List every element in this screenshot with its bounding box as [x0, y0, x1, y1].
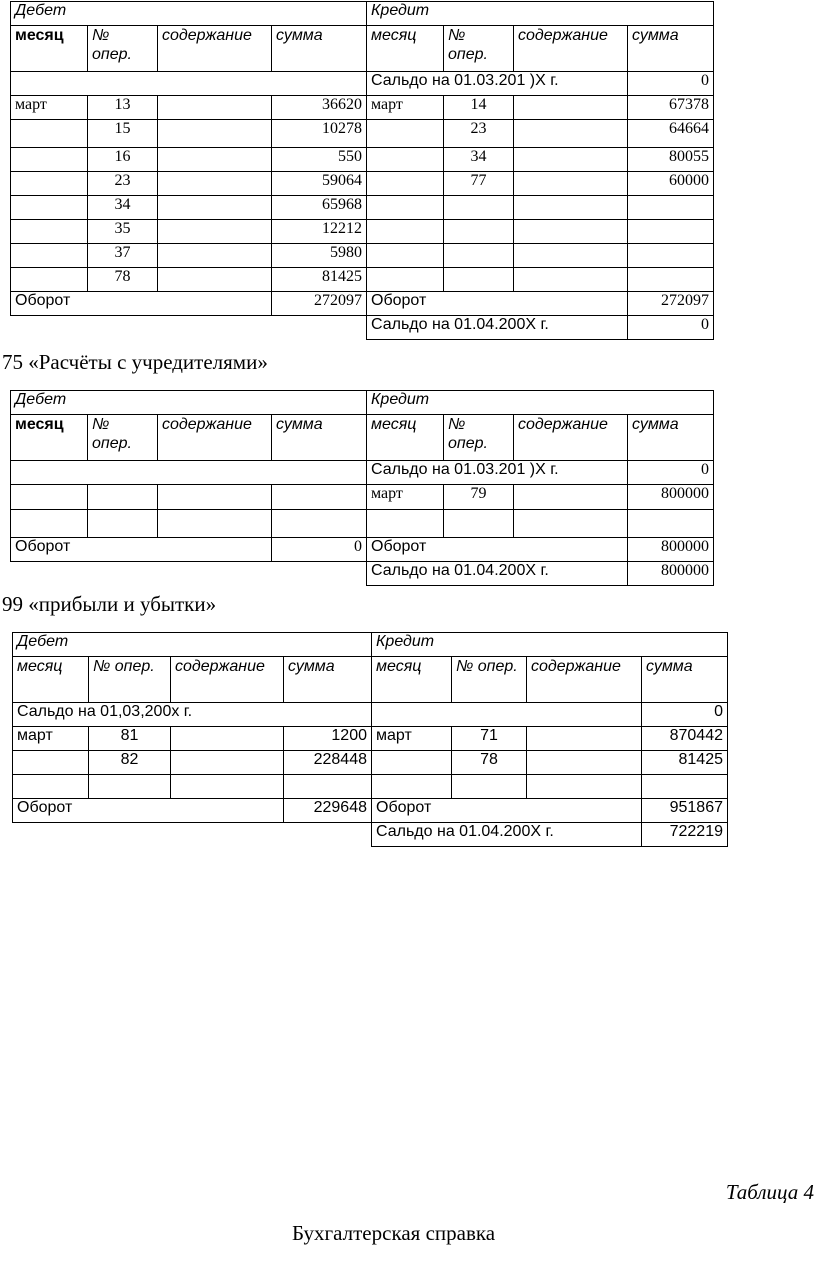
cell: 77 — [444, 172, 514, 196]
cell — [11, 196, 88, 220]
cell — [642, 775, 728, 799]
cell — [13, 751, 89, 775]
header-content-credit: содержание — [527, 657, 642, 703]
cell — [171, 727, 284, 751]
cell — [628, 510, 714, 538]
header-sum-debit: сумма — [272, 26, 367, 72]
cell — [171, 751, 284, 775]
cell: 34 — [88, 196, 158, 220]
cell — [514, 96, 628, 120]
cell — [514, 172, 628, 196]
cell — [367, 244, 444, 268]
cell — [527, 751, 642, 775]
header-op-number-credit: № опер. — [444, 415, 514, 461]
cell — [372, 751, 452, 775]
cell — [11, 148, 88, 172]
opening-balance-label: Сальдо на 01.03.201 )Х г. — [367, 72, 628, 96]
cell: 37 — [88, 244, 158, 268]
closing-balance-value: 0 — [628, 316, 714, 340]
cell — [367, 510, 444, 538]
header-month-credit: месяц — [372, 657, 452, 703]
cell — [367, 120, 444, 148]
closing-balance-label: Сальдо на 01.04.200Х г. — [367, 316, 628, 340]
header-content-credit: содержание — [514, 26, 628, 72]
cell — [11, 485, 88, 510]
turnover-credit-value: 951867 — [642, 799, 728, 823]
header-sum-credit: сумма — [642, 657, 728, 703]
turnover-label-credit: Оборот — [372, 799, 642, 823]
debit-label: Дебет — [11, 2, 367, 26]
turnover-label-debit: Оборот — [11, 538, 272, 562]
cell: март — [13, 727, 89, 751]
table-row — [11, 510, 714, 538]
cell: 1200 — [284, 727, 372, 751]
table-row — [11, 148, 714, 172]
cell — [527, 727, 642, 751]
cell — [158, 268, 272, 292]
table-row — [11, 96, 714, 120]
credit-label: Кредит — [367, 2, 714, 26]
cell — [452, 775, 527, 799]
table-row — [13, 727, 728, 751]
cell — [367, 196, 444, 220]
debit-label: Дебет — [11, 391, 367, 415]
opening-balance-label: Сальдо на 01.03.201 )Х г. — [367, 461, 628, 485]
cell — [11, 120, 88, 148]
cell: 59064 — [272, 172, 367, 196]
cell: 78 — [452, 751, 527, 775]
header-month-debit: месяц — [13, 657, 89, 703]
header-sum-debit: сумма — [272, 415, 367, 461]
cell: 35 — [88, 220, 158, 244]
cell: 60000 — [628, 172, 714, 196]
ledger-table-2 — [10, 390, 714, 586]
closing-balance-value: 722219 — [642, 823, 728, 847]
cell: 79 — [444, 485, 514, 510]
table-row — [13, 751, 728, 775]
document-caption: Бухгалтерская справка — [292, 1221, 496, 1245]
header-month-credit: месяц — [367, 26, 444, 72]
turnover-debit-value: 0 — [272, 538, 367, 562]
cell: 81425 — [272, 268, 367, 292]
cell: 81425 — [642, 751, 728, 775]
cell — [88, 510, 158, 538]
cell: 81 — [89, 727, 171, 751]
turnover-label-credit: Оборот — [367, 292, 628, 316]
cell — [171, 775, 284, 799]
cell — [514, 220, 628, 244]
closing-balance-label: Сальдо на 01.04.200Х г. — [372, 823, 642, 847]
cell: 14 — [444, 96, 514, 120]
cell: 82 — [89, 751, 171, 775]
table-row — [11, 196, 714, 220]
blank-area — [11, 562, 367, 586]
header-sum-credit: сумма — [628, 26, 714, 72]
cell — [158, 172, 272, 196]
cell: 64664 — [628, 120, 714, 148]
debit-label: Дебет — [13, 633, 372, 657]
empty-cell — [11, 461, 367, 485]
header-op-number-credit: № опер. — [452, 657, 527, 703]
turnover-label-debit: Оборот — [13, 799, 284, 823]
header-op-number-credit: № опер. — [444, 26, 514, 72]
turnover-credit-value: 800000 — [628, 538, 714, 562]
cell: 228448 — [284, 751, 372, 775]
header-sum-debit: сумма — [284, 657, 372, 703]
table-number-label: Таблица 4 — [725, 1180, 814, 1204]
header-month-debit: месяц — [11, 26, 88, 72]
cell: март — [367, 485, 444, 510]
cell — [514, 510, 628, 538]
cell — [514, 148, 628, 172]
cell — [11, 220, 88, 244]
blank-area — [13, 823, 372, 847]
turnover-debit-value: 229648 — [284, 799, 372, 823]
opening-balance-label: Сальдо на 01,03,200х г. — [13, 703, 372, 727]
cell — [372, 775, 452, 799]
header-sum-credit: сумма — [628, 415, 714, 461]
empty-cell — [11, 72, 367, 96]
cell — [367, 268, 444, 292]
cell: 16 — [88, 148, 158, 172]
cell: 36620 — [272, 96, 367, 120]
cell — [11, 244, 88, 268]
table-row — [11, 244, 714, 268]
cell — [514, 120, 628, 148]
cell — [13, 775, 89, 799]
cell: 23 — [444, 120, 514, 148]
credit-label: Кредит — [372, 633, 728, 657]
cell: 67378 — [628, 96, 714, 120]
cell: 78 — [88, 268, 158, 292]
cell — [272, 485, 367, 510]
header-month-debit: месяц — [11, 415, 88, 461]
cell: 550 — [272, 148, 367, 172]
cell — [628, 196, 714, 220]
cell — [158, 96, 272, 120]
header-content-credit: содержание — [514, 415, 628, 461]
cell: 71 — [452, 727, 527, 751]
header-op-number-debit: № опер. — [88, 26, 158, 72]
header-op-number-debit: № опер. — [88, 415, 158, 461]
cell — [158, 510, 272, 538]
cell — [514, 485, 628, 510]
ledger-table-3 — [12, 632, 728, 847]
credit-label: Кредит — [367, 391, 714, 415]
account-75-title: 75 «Расчёты с учредителями» — [2, 350, 268, 374]
cell — [628, 220, 714, 244]
header-content-debit: содержание — [171, 657, 284, 703]
header-content-debit: содержание — [158, 415, 272, 461]
cell — [444, 268, 514, 292]
cell — [11, 510, 88, 538]
closing-balance-value: 800000 — [628, 562, 714, 586]
cell — [11, 172, 88, 196]
cell — [527, 775, 642, 799]
cell: 10278 — [272, 120, 367, 148]
cell — [158, 220, 272, 244]
closing-balance-label: Сальдо на 01.04.200Х г. — [367, 562, 628, 586]
table-row — [13, 775, 728, 799]
cell: 23 — [88, 172, 158, 196]
cell: 13 — [88, 96, 158, 120]
table-row — [11, 485, 714, 510]
table-row — [11, 220, 714, 244]
cell — [514, 244, 628, 268]
cell — [514, 196, 628, 220]
account-99-title: 99 «прибыли и убытки» — [2, 592, 217, 616]
turnover-debit-value: 272097 — [272, 292, 367, 316]
cell: 5980 — [272, 244, 367, 268]
cell — [514, 268, 628, 292]
cell: 870442 — [642, 727, 728, 751]
turnover-label-credit: Оборот — [367, 538, 628, 562]
cell — [158, 148, 272, 172]
header-op-number-debit: № опер. — [89, 657, 171, 703]
cell — [11, 268, 88, 292]
cell — [628, 268, 714, 292]
cell — [158, 120, 272, 148]
cell — [367, 220, 444, 244]
cell — [284, 775, 372, 799]
cell — [367, 148, 444, 172]
cell — [628, 244, 714, 268]
cell — [367, 172, 444, 196]
empty-cell — [372, 703, 642, 727]
cell — [444, 244, 514, 268]
opening-balance-value: 0 — [628, 72, 714, 96]
cell: 12212 — [272, 220, 367, 244]
cell: 800000 — [628, 485, 714, 510]
cell: март — [367, 96, 444, 120]
cell: 80055 — [628, 148, 714, 172]
table-row — [11, 120, 714, 148]
cell: март — [11, 96, 88, 120]
cell — [444, 510, 514, 538]
turnover-label-debit: Оборот — [11, 292, 272, 316]
cell: 65968 — [272, 196, 367, 220]
cell — [158, 244, 272, 268]
cell — [158, 485, 272, 510]
header-content-debit: содержание — [158, 26, 272, 72]
cell: март — [372, 727, 452, 751]
cell: 34 — [444, 148, 514, 172]
opening-balance-value: 0 — [628, 461, 714, 485]
cell: 15 — [88, 120, 158, 148]
blank-area — [11, 316, 367, 340]
turnover-credit-value: 272097 — [628, 292, 714, 316]
cell — [88, 485, 158, 510]
cell — [89, 775, 171, 799]
cell — [444, 196, 514, 220]
cell — [158, 196, 272, 220]
cell — [272, 510, 367, 538]
table-row — [11, 172, 714, 196]
ledger-table-1 — [10, 1, 714, 340]
opening-balance-value: 0 — [642, 703, 728, 727]
cell — [444, 220, 514, 244]
table-row — [11, 268, 714, 292]
header-month-credit: месяц — [367, 415, 444, 461]
